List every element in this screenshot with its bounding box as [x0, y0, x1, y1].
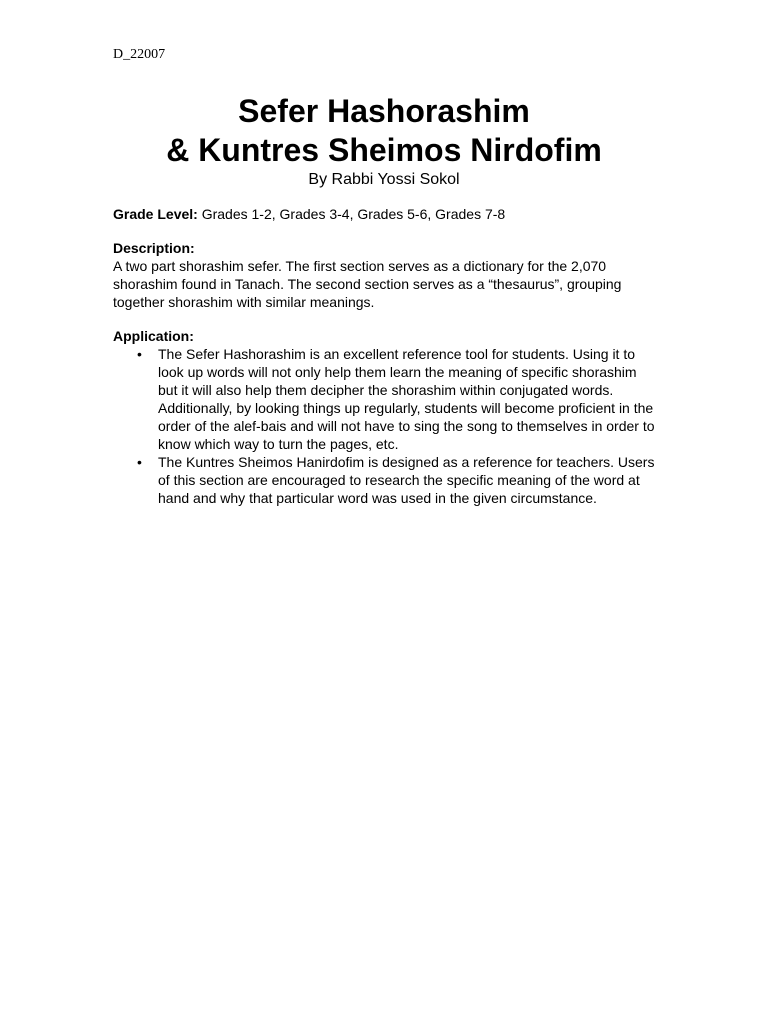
description-text: A two part shorashim sefer. The first section serves as a dictionary for the 2,070 shorashim found in Tanach. The second section serves as a “thesaurus”, grouping together shorashim with similar meanings. — [113, 258, 622, 310]
grade-level — [113, 205, 658, 223]
description-heading: Description: — [113, 240, 195, 256]
title-block — [0, 92, 768, 190]
application-list — [113, 345, 658, 507]
grade-level-label: Grade Level: — [113, 206, 198, 222]
bullet-icon: • — [137, 346, 142, 362]
document-id: D_22007 — [113, 47, 166, 62]
grade-level-value: Grades 1-2, Grades 3-4, Grades 5-6, Grades 7-8 — [201, 206, 506, 222]
title-line-2: & Kuntres Sheimos Nirdofim — [166, 132, 602, 168]
document-body — [113, 205, 658, 507]
title-line-1: Sefer Hashorashim — [238, 93, 530, 129]
application-item — [113, 453, 658, 507]
application-item-text: The Kuntres Sheimos Hanirdofim is designed as a reference for teachers. Users of this section are encouraged to research the specific meaning of the word at hand and why that particular word was used in the given circumstance. — [158, 454, 655, 506]
application-item — [113, 345, 658, 453]
application-heading: Application: — [113, 328, 194, 344]
bullet-icon: • — [137, 454, 142, 470]
application-item-text: The Sefer Hashorashim is an excellent reference tool for students. Using it to look up words will not only help them learn the meaning of specific shorashim but it will also help them decipher the shorashim within conjugated words. Additionally, by looking things up regularly, students will become proficient in the order of the alef-bais and will not have to sing the song to themselves in order to know which way to turn the pages, etc. — [158, 346, 655, 452]
byline: By Rabbi Yossi Sokol — [308, 171, 460, 188]
